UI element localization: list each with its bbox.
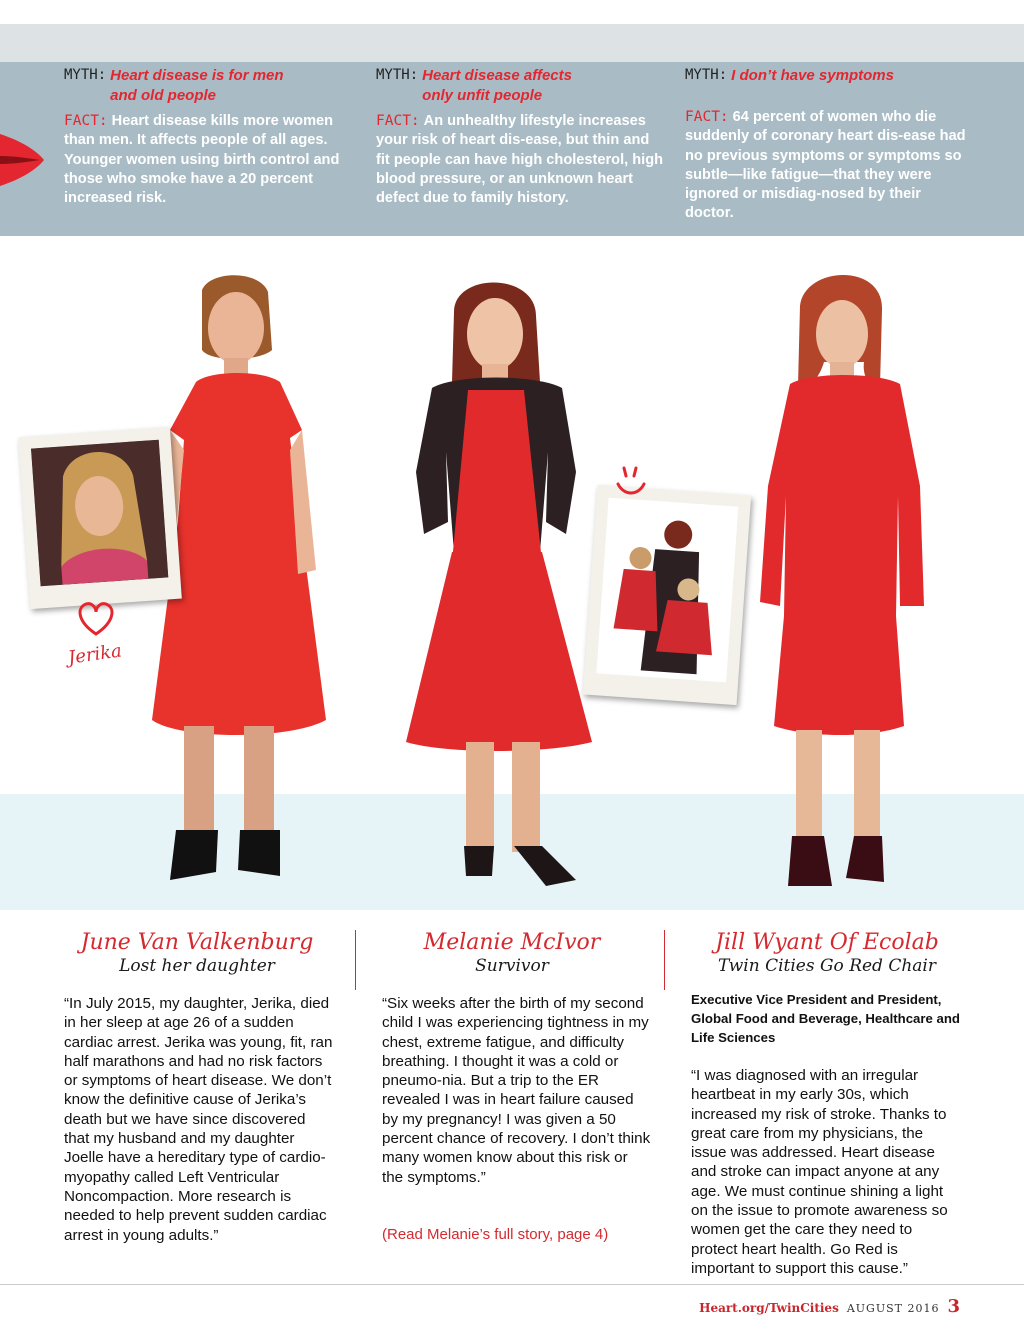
lips-icon <box>0 126 46 194</box>
myth-column-1 <box>64 66 354 208</box>
footer-date: AUGUST 2016 <box>846 1302 940 1315</box>
myth-text: Heart disease is for men <box>110 67 284 84</box>
myth-label: MYTH: <box>685 67 728 83</box>
fact-label: FACT: <box>685 109 729 125</box>
myth-text-line2: and old people <box>110 87 216 105</box>
fact-paragraph <box>376 112 666 208</box>
photo-melanie <box>396 272 596 898</box>
jill-job-title: Executive Vice President and President, Global Food and Beverage, Healthcare and Life Sciences <box>691 992 960 1045</box>
column-divider <box>664 930 665 990</box>
fact-text: Heart disease kills more women than men. It affects people of all ages. Younger women using birth control and those who smoke have a 20 percent increased risk. <box>64 113 340 207</box>
photo-caption-jerika: Jerika <box>66 640 124 669</box>
page-footer <box>699 1296 960 1317</box>
myth-text: I don’t have symptoms <box>731 67 894 84</box>
quote-june: “In July 2015, my daughter, Jerika, died in her sleep at age 26 of a sudden cardiac arrest. Jerika was young, fit, ran half marathons and had no risk factors or symptoms of heart disease. We don’t know the definitive cause of Jerika’s death but we have since discovered that my husband and my daughter Joelle have a hereditary type of cardio-myopathy called Left Ventricular Noncompaction. More research is needed to help prevent sudden cardiac arrest in young adults.” <box>64 995 333 1244</box>
myth-text: Heart disease affects <box>422 67 572 84</box>
polaroid-family <box>583 485 751 705</box>
photo-jill <box>760 266 960 896</box>
fact-label: FACT: <box>376 113 420 129</box>
fact-text: An unhealthy lifestyle increases your risk of heart dis-ease, but thin and fit people can have high cholesterol, high blood pressure, or an unknown heart defect due to family history. <box>376 113 664 207</box>
footer-site[interactable]: Heart.org/TwinCities <box>699 1301 839 1315</box>
family-photo <box>596 498 738 683</box>
myth-label: MYTH: <box>376 67 419 83</box>
person-name-jill: Jill Wyant Of Ecolab <box>715 930 939 955</box>
jerika-portrait <box>31 440 168 587</box>
footer-rule <box>0 1284 1024 1285</box>
column-divider <box>355 930 356 990</box>
person-name-melanie: Melanie McIvor <box>423 930 601 955</box>
fact-paragraph <box>685 108 970 224</box>
person-subtitle-melanie: Survivor <box>475 956 549 976</box>
person-subtitle-june: Lost her daughter <box>119 956 275 976</box>
person-name-june: June Van Valkenburg <box>80 930 314 955</box>
page-number: 3 <box>947 1296 960 1317</box>
quote-jill: “I was diagnosed with an irregular heartbeat in my early 30s, which increased my risk of stroke. Thanks to great care from my physicians, the issue was addressed. Heart disease and stroke can impact anyone at any age. We must continue shining a light on the issue to promote awareness so women get the care they need to protect heart health. Go Red is important to support this cause.” <box>691 1067 948 1277</box>
quote-melanie: “Six weeks after the birth of my second child I was experiencing tightness in my chest, extreme fatigue, and difficulty breathing. I thought it was a cold or pneumo-nia. But a trip to the ER revealed I was in heart failure caused by my pregnancy! I was given a 50 percent chance of recovery. I don’t think many women know about this risk or the symptoms.” <box>382 995 651 1186</box>
fact-text: 64 percent of women who die suddenly of coronary heart dis-ease had no previous symptoms or symptoms so subtle—like fatigue—that they were ignored or misdiag-nosed by their doctor. <box>685 109 966 222</box>
myth-label: MYTH: <box>64 67 107 83</box>
person-subtitle-jill: Twin Cities Go Red Chair <box>718 956 936 976</box>
heart-doodle-icon <box>74 598 118 638</box>
melanie-story-link[interactable]: (Read Melanie’s full story, page 4) <box>382 1226 609 1243</box>
fact-label: FACT: <box>64 113 108 129</box>
polaroid-jerika <box>18 427 182 609</box>
top-strip <box>0 24 1024 62</box>
smiley-doodle-icon <box>610 462 650 502</box>
myth-text-line2: only unfit people <box>422 87 543 105</box>
myth-column-2 <box>376 66 666 208</box>
myth-column-3 <box>685 66 970 224</box>
fact-paragraph <box>64 112 354 208</box>
